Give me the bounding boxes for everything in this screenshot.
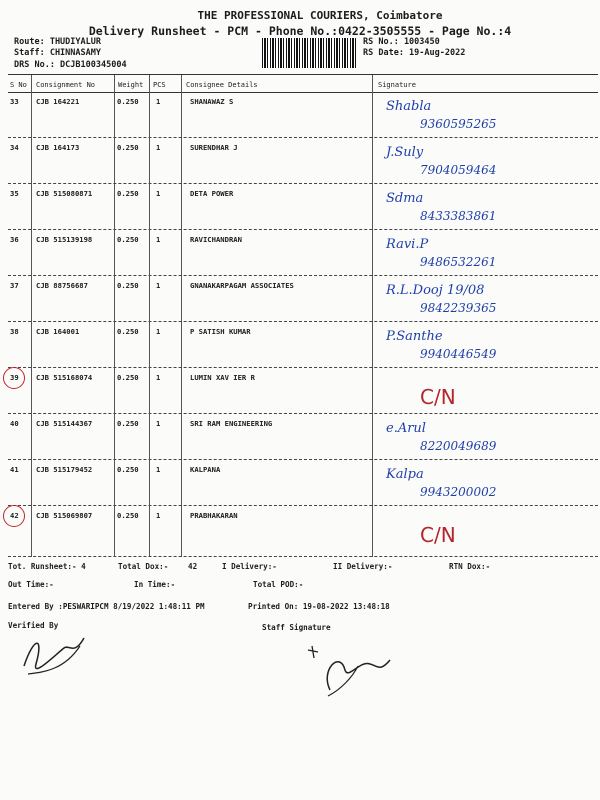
row-consignee: SHANAWAZ S [190, 97, 234, 106]
row-weight: 0.250 [117, 511, 139, 520]
row-sno: 33 [10, 97, 19, 106]
signature-phone: 9940446549 [420, 347, 497, 361]
row-consignment-no: CJB 515139198 [36, 235, 93, 244]
col-sno: S No [10, 81, 27, 89]
row-weight: 0.250 [117, 373, 139, 382]
row-weight: 0.250 [117, 97, 139, 106]
row-divider [8, 137, 598, 138]
row-pcs: 1 [156, 97, 161, 106]
row-weight: 0.250 [117, 281, 139, 290]
col-weight: Weight [118, 81, 144, 89]
total-dox-value: 42 [188, 562, 198, 571]
signature-name: Ravi.P [386, 237, 429, 252]
staff: Staff: CHINNASAMY [14, 48, 101, 58]
row-sno: 36 [10, 235, 19, 244]
row-sno: 38 [10, 327, 19, 336]
row-consignment-no: CJB 515168074 [36, 373, 93, 382]
row-consignment-no: CJB 515144367 [36, 419, 93, 428]
signature-phone: 9486532261 [420, 255, 497, 269]
in-time: In Time:- [134, 580, 176, 589]
row-consignment-no: CJB 515069807 [36, 511, 93, 520]
table-header-rule [8, 92, 598, 93]
rtn-dox: RTN Dox:- [449, 562, 491, 571]
row-pcs: 1 [156, 373, 161, 382]
row-consignment-no: CJB 164001 [36, 327, 80, 336]
row-weight: 0.250 [117, 327, 139, 336]
barcode [262, 38, 356, 68]
row-sno: 42 [10, 511, 19, 520]
row-consignee: PRABHAKARAN [190, 511, 238, 520]
col-rule [114, 75, 115, 557]
tot-runsheet: Tot. Runsheet:- 4 [8, 562, 86, 571]
red-circle-mark [3, 505, 25, 527]
row-consignee: SRI RAM ENGINEERING [190, 419, 273, 428]
signature-phone: 9943200002 [420, 485, 497, 499]
row-divider [8, 413, 598, 414]
drs-number: DRS No.: DCJB100345004 [14, 60, 127, 70]
row-divider [8, 505, 598, 506]
row-weight: 0.250 [117, 189, 139, 198]
row-weight: 0.250 [117, 143, 139, 152]
row-consignee: LUMIN XAV IER R [190, 373, 255, 382]
row-sno: 40 [10, 419, 19, 428]
row-weight: 0.250 [117, 465, 139, 474]
runsheet-subtitle: Delivery Runsheet - PCM - Phone No.:0422-3505555 - Page No.:4 [88, 24, 512, 38]
i-delivery: I Delivery:- [222, 562, 277, 571]
signature-phone: 7904059464 [420, 163, 497, 177]
table-top-rule [8, 74, 598, 75]
row-pcs: 1 [156, 419, 161, 428]
cn-mark: C/N [420, 385, 456, 409]
row-pcs: 1 [156, 281, 161, 290]
signature-phone: 8220049689 [420, 439, 497, 453]
signature-name: Shabla [386, 99, 432, 114]
row-sno: 39 [10, 373, 19, 382]
out-time: Out Time:- [8, 580, 54, 589]
row-consignee: KALPANA [190, 465, 221, 474]
col-consignment: Consignment No [36, 81, 96, 89]
row-pcs: 1 [156, 327, 161, 336]
signature-phone: 9360595265 [420, 117, 497, 131]
row-divider [8, 556, 598, 557]
row-sno: 34 [10, 143, 19, 152]
row-pcs: 1 [156, 189, 161, 198]
col-rule [149, 75, 150, 557]
cn-mark: C/N [420, 523, 456, 547]
signature-name: R.L.Dooj 19/08 [386, 283, 485, 298]
row-divider [8, 183, 598, 184]
col-signature: Signature [378, 81, 416, 89]
signature-name: e.Arul [386, 421, 426, 436]
row-consignee: P SATISH KUMAR [190, 327, 251, 336]
signature-name: P.Santhe [386, 329, 443, 344]
signature-name: Sdma [386, 191, 424, 206]
signature-name: Kalpa [386, 467, 424, 482]
row-pcs: 1 [156, 235, 161, 244]
printed-on: Printed On: 19-08-2022 13:48:18 [248, 602, 390, 611]
staff-signature-label: Staff Signature [262, 623, 331, 632]
signature-name: J.Suly [386, 145, 424, 160]
row-divider [8, 229, 598, 230]
row-consignee: SURENDHAR J [190, 143, 238, 152]
row-consignee: RAVICHANDRAN [190, 235, 242, 244]
row-consignment-no: CJB 164221 [36, 97, 80, 106]
col-rule [372, 75, 373, 557]
col-consignee: Consignee Details [186, 81, 258, 89]
row-divider [8, 321, 598, 322]
row-consignment-no: CJB 515179452 [36, 465, 93, 474]
route: Route: THUDIYALUR [14, 37, 101, 47]
row-divider [8, 367, 598, 368]
row-divider [8, 459, 598, 460]
verified-by: Verified By [8, 621, 59, 630]
row-sno: 37 [10, 281, 19, 290]
company-title: THE PROFESSIONAL COURIERS, Coimbatore [197, 9, 443, 22]
signature-phone: 9842239365 [420, 301, 497, 315]
row-weight: 0.250 [117, 419, 139, 428]
entered-by: Entered By :PESWARIPCM 8/19/2022 1:48:11 PM [8, 602, 205, 611]
col-rule [31, 75, 32, 557]
row-consignment-no: CJB 515080871 [36, 189, 93, 198]
rs-number: RS No.: 1003450 [363, 37, 440, 47]
row-pcs: 1 [156, 465, 161, 474]
rs-date: RS Date: 19-Aug-2022 [363, 48, 466, 58]
ii-delivery: II Delivery:- [333, 562, 393, 571]
row-sno: 35 [10, 189, 19, 198]
col-pcs: PCS [153, 81, 166, 89]
signature-phone: 8433383861 [420, 209, 497, 223]
row-sno: 41 [10, 465, 19, 474]
col-rule [181, 75, 182, 557]
row-pcs: 1 [156, 143, 161, 152]
row-consignee: GNANAKARPAGAM ASSOCIATES [190, 281, 294, 290]
row-divider [8, 275, 598, 276]
row-consignment-no: CJB 88756687 [36, 281, 88, 290]
red-circle-mark [3, 367, 25, 389]
row-consignee: DETA POWER [190, 189, 234, 198]
row-weight: 0.250 [117, 235, 139, 244]
staff-signature-scribble [300, 640, 400, 700]
total-pod: Total POD:- [253, 580, 304, 589]
row-pcs: 1 [156, 511, 161, 520]
total-dox: Total Dox:- [118, 562, 169, 571]
row-consignment-no: CJB 164173 [36, 143, 80, 152]
verified-signature-scribble [14, 626, 94, 686]
